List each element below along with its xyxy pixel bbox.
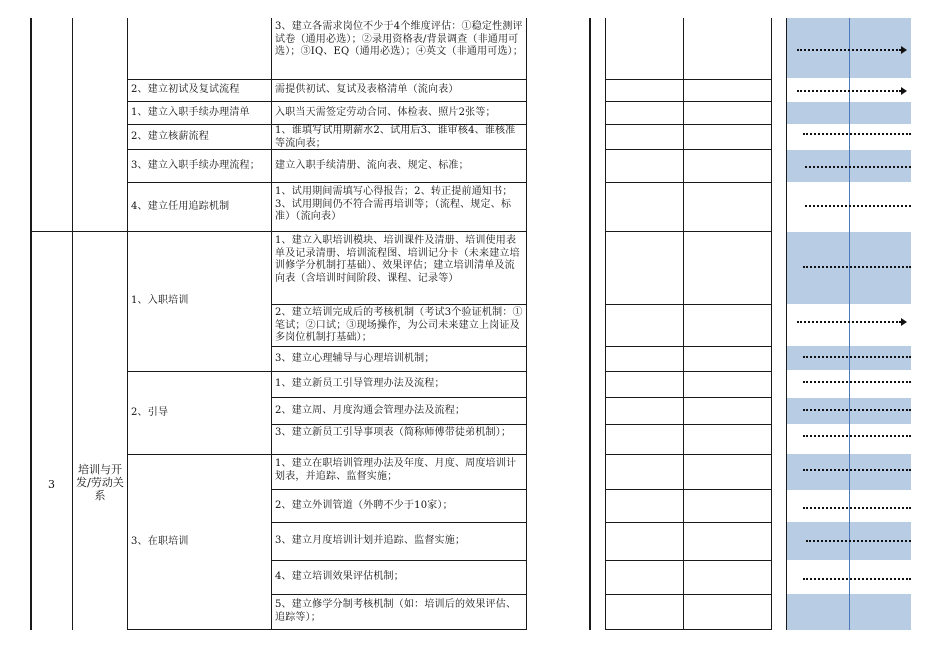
gantt-dots-r11 [803, 435, 911, 437]
gantt-divider [849, 18, 850, 630]
detail-text: 1、建立新员工引导管理办法及流程； [275, 378, 445, 390]
gantt-dots-r5 [805, 205, 911, 207]
gantt-dots-r9 [803, 381, 911, 383]
gantt-dots-r6 [803, 266, 911, 268]
group-label: 2、引导 [131, 406, 169, 418]
detail-text: 2、建立外训管道（外聘不少于10家）； [275, 499, 453, 511]
detail-text: 建立入职手续清册、流向表、规定、标准； [275, 159, 469, 171]
detail-text: 1、建立在职培训管理办法及年度、月度、周度培训计划表，并追踪、监督实施； [275, 458, 517, 482]
group-label: 4、建立任用追踪机制 [131, 200, 230, 212]
detail-text: 入职当天需签定劳动合同、体检表、照片2张等； [275, 106, 496, 118]
detail-text: 3、建立月度培训计划并追踪、监督实施； [275, 535, 466, 547]
arrow-head-icon [901, 46, 907, 54]
detail-text: 2、建立培训完成后的考核机制（考试3个验证机制：①笔试；②口试；③现场操作，为公司未来建立上岗证及多岗位机制打基础）； [275, 307, 523, 343]
gantt-dots-r13 [803, 507, 911, 509]
gantt-dots-r15 [803, 578, 911, 580]
detail-text: 3、建立新员工引导事项表（简称师傅带徒弟机制）； [275, 427, 512, 438]
gantt-dots-r14 [806, 540, 911, 542]
arrow-head-icon [901, 87, 907, 95]
detail-text: 5、建立修学分制考核机制（如：培训后的效果评估、追踪等）； [275, 599, 517, 623]
detail-text: 1、谁填写试用期薪水2、试用后3、谁审核4、谁核准等流向表； [275, 125, 516, 149]
detail-text: 3、建立心理辅导与心理培训机制； [275, 352, 435, 364]
detail-text: 1、建立入职培训模块、培训课件及清册、培训使用表单及记录清册、培训流程图、培训记分卡（未来建立培训修学分机制打基础）、效果评估；建立培训清单及流向表（含培训时间阶段、课程、记录等） [275, 235, 520, 284]
gantt-dots-r3 [803, 133, 911, 135]
section-category: 培训与开发/劳动关系 [76, 463, 124, 502]
detail-text: 4、建立培训效果评估机制； [275, 571, 404, 583]
gantt-arrow-r1 [797, 90, 901, 92]
gantt-dots-r4 [805, 166, 911, 168]
detail-text: 1、试用期间需填写心得报告；2、转正提前通知书；3、试用期间仍不符合需再培训等；（流程、规定、标准）（流向表） [275, 186, 513, 222]
arrow-head-icon [901, 318, 907, 326]
section-number: 3 [48, 478, 55, 491]
gantt-arrow-r7 [797, 321, 901, 323]
detail-text: 2、建立周、月度沟通会管理办法及流程； [275, 404, 466, 416]
detail-text: 3、建立各需求岗位不少于4个维度评估：①稳定性测评试卷（通用必选）；②录用资格表/背景调查（非通用可选）；③IQ、EQ（通用必选）；④英文（非通用可选）； [275, 21, 524, 57]
gantt-arrow-r0 [797, 49, 901, 51]
group-label: 1、入职培训 [131, 295, 189, 307]
group-label: 1、建立入职手续办理清单 [131, 106, 250, 118]
gantt-dots-r10 [803, 409, 911, 411]
gantt-dots-r12 [803, 469, 911, 471]
detail-text: 需提供初试、复试及表格清单（流向表） [275, 84, 459, 96]
gantt-dots-r8 [803, 356, 911, 358]
group-label: 2、建立初试及复试流程 [131, 84, 240, 96]
group-label: 3、建立入职手续办理流程； [131, 159, 260, 171]
group-label: 2、建立核薪流程 [131, 130, 209, 142]
group-label: 3、在职培训 [131, 535, 189, 547]
